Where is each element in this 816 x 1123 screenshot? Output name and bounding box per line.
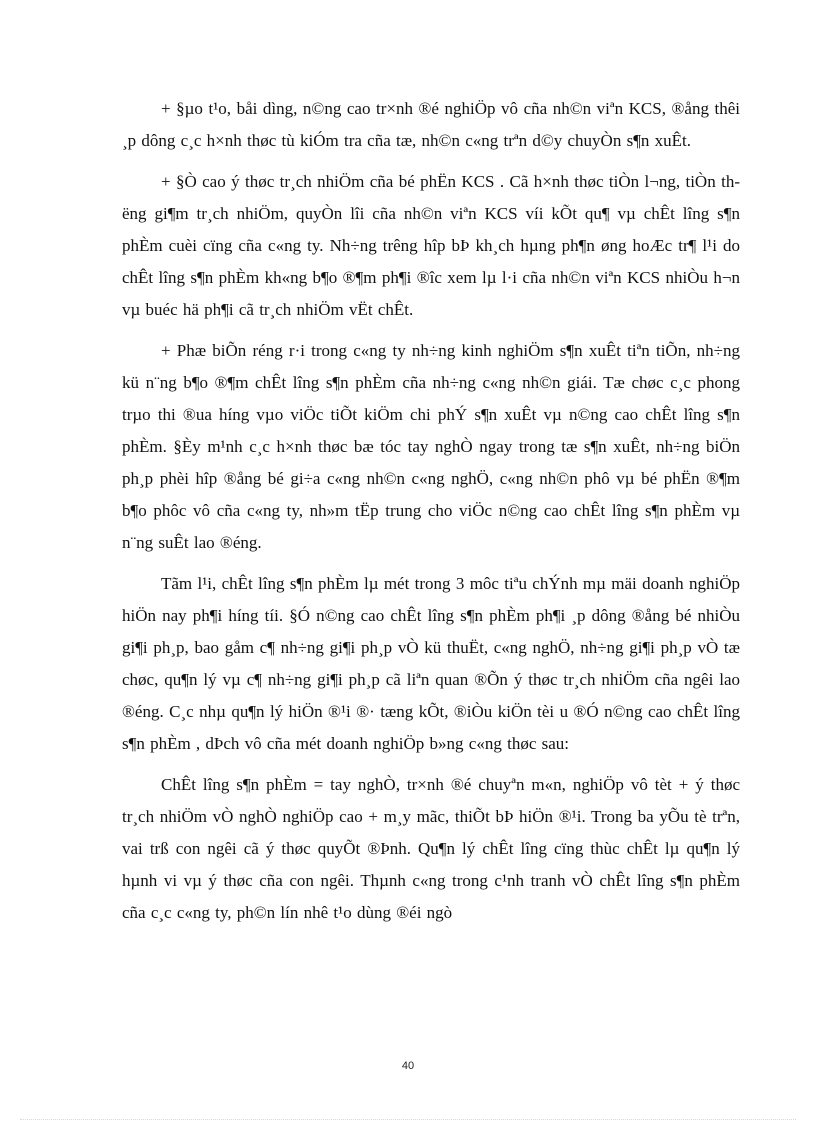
paragraph-summary: Tãm l¹i, chÊt lîng s¶n phÈm lµ mét trong 3 môc tiªu chÝnh mµ mäi doanh nghiÖp hiÖn nay ph¶i híng tíi. §Ó n©ng cao chÊt lîng s¶n phÈm ph¶i ¸p dông ®ång bé nhiÒu gi¶i ph¸p, bao gåm c¶ nh÷ng gi¶i ph¸p vÒ kü thuËt, c«ng nghÖ, nh÷ng gi¶i ph¸p vÒ tæ chøc, qu¶n lý vµ c¶ nh÷ng gi¶i ph¸p cã liªn quan ®Õn ý thøc tr¸ch nhiÖm cña ngêi lao ®éng. C¸c nhµ qu¶n lý hiÖn ®¹i ®· tæng kÕt, ®iÒu kiÖn tèi u ®Ó n©ng cao chÊt lîng s¶n phÈm , dÞch vô cña mét doanh nghiÖp b»ng c«ng thøc sau: [122, 574, 740, 753]
paragraph-training: + §µo t¹o, båi dìng, n©ng cao tr×nh ®é nghiÖp vô cña nh©n viªn KCS, ®ång thêi ¸p dông c¸c h×nh thøc tù kiÓm tra cña tæ, nh©n c«ng trªn d©y chuyÒn s¶n xuÊt. [122, 99, 740, 150]
paragraph-formula: ChÊt lîng s¶n phÈm = tay nghÒ, tr×nh ®é chuyªn m«n, nghiÖp vô tèt + ý thøc tr¸ch nhiÖm vÒ nghÒ nghiÖp cao + m¸y mãc, thiÕt bÞ hiÖn ®¹i. Trong ba yÕu tè trªn, vai trß con ngêi cã ý thøc quyÕt ®Þnh. Qu¶n lý chÊt lîng cïng thùc chÊt lµ qu¶n lý hµnh vi vµ ý thøc cña con ngêi. Thµnh c«ng trong c¹nh tranh vÒ chÊt lîng s¶n phÈm cña c¸c c«ng ty, ph©n lín nhê t¹o dùng ®éi ngò [122, 775, 740, 922]
page-number: 40 [401, 1060, 415, 1072]
paragraph-experience: + Phæ biÕn réng r·i trong c«ng ty nh÷ng kinh nghiÖm s¶n xuÊt tiªn tiÕn, nh÷ng kü n¨ng b¶o ®¶m chÊt lîng s¶n phÈm cña nh÷ng c«ng nh©n giái. Tæ chøc c¸c phong trµo thi ®ua híng vµo viÖc tiÕt kiÖm chi phÝ s¶n xuÊt vµ n©ng cao chÊt lîng s¶n phÈm. §Èy m¹nh c¸c h×nh thøc bæ tóc tay nghÒ ngay trong tæ s¶n xuÊt, nh÷ng biÖn ph¸p phèi hîp ®ång bé gi÷a c«ng nh©n c«ng nghÖ, c«ng nh©n phô vµ bé phËn ®¶m b¶o phôc vô cña c«ng ty, nh»m tËp trung cho viÖc n©ng cao chÊt lîng s¶n phÈm vµ n¨ng suÊt lao ®éng. [122, 341, 740, 552]
body-text [122, 93, 740, 938]
page-bottom-divider [20, 1119, 796, 1120]
paragraph-responsibility: + §Ò cao ý thøc tr¸ch nhiÖm cña bé phËn KCS . Cã h×nh thøc tiÒn l¬ng, tiÒn thëng gi¶m tr¸ch nhiÖm, quyÒn lîi cña nh©n viªn KCS víi kÕt qu¶ vµ chÊt lîng s¶n phÈm cuèi cïng cña c«ng ty. Nh÷ng trêng hîp bÞ kh¸ch hµng ph¶n øng hoÆc tr¶ l¹i do chÊt lîng s¶n phÈm kh«ng b¶o ®¶m ph¶i ®îc xem lµ l·i cña nh©n viªn KCS nhiÒu h¬n vµ buéc hä ph¶i cã tr¸ch nhiÖm vËt chÊt. [122, 172, 740, 319]
